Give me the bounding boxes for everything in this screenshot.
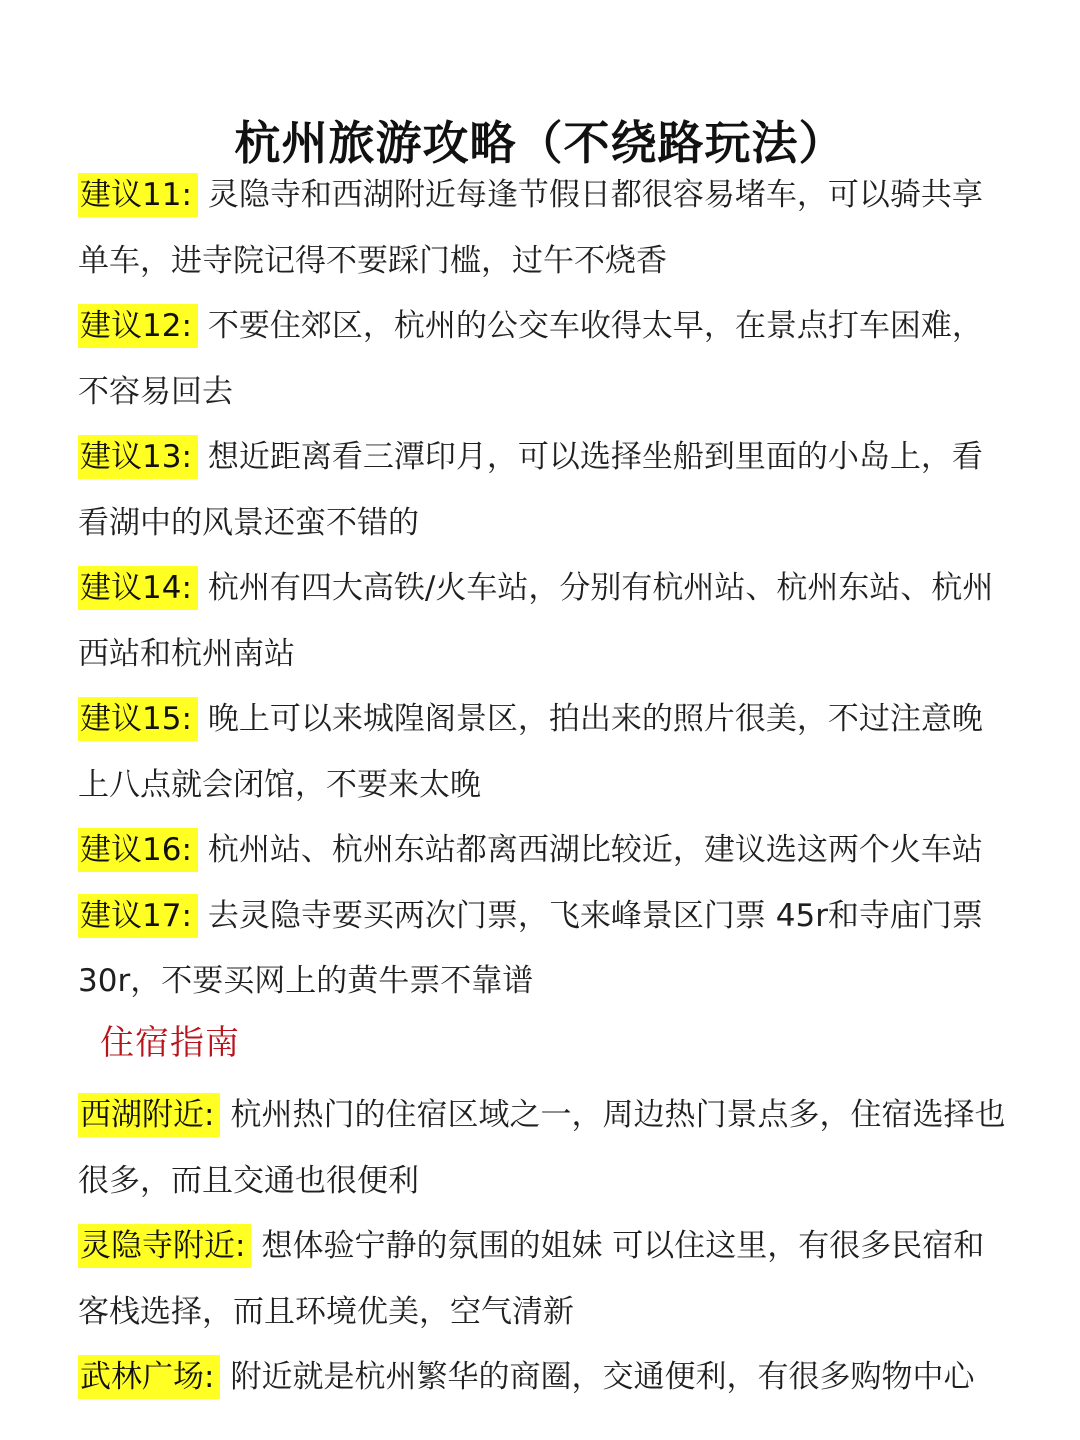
stay-text: 想体验宁静的氛围的姐妹 可以住这里，有很多民宿和客栈选择，而且环境优美，空气清新 (78, 1228, 985, 1330)
stay-label: 武林广场: (78, 1355, 220, 1399)
stay-text: 杭州热门的住宿区域之一，周边热门景点多，住宿选择也很多，而且交通也很便利 (78, 1097, 1006, 1199)
tip-label: 建议11: (78, 173, 198, 217)
tip-text: 想近距离看三潭印月，可以选择坐船到里面的小岛上，看看湖中的风景还蛮不错的 (78, 439, 983, 541)
tip-text: 灵隐寺和西湖附近每逢节假日都很容易堵车，可以骑共享单车，进寺院记得不要踩门槛，过午不烧香 (78, 177, 983, 279)
tip-text: 去灵隐寺要买两次门票，飞来峰景区门票 45r和寺庙门票30r，不要买网上的黄牛票不靠谱 (78, 897, 983, 999)
tip-text: 不要住郊区，杭州的公交车收得太早，在景点打车困难，不容易回去 (78, 308, 983, 410)
tip-item (78, 687, 1013, 818)
tip-label: 建议15: (78, 697, 198, 741)
tip-text: 晚上可以来城隍阁景区，拍出来的照片很美，不过注意晚上八点就会闭馆，不要来太晚 (78, 701, 983, 803)
stay-item (78, 1083, 1013, 1214)
tip-label: 建议13: (78, 435, 198, 479)
page-title: 杭州旅游攻略（不绕路玩法） (234, 115, 846, 170)
stay-label: 灵隐寺附近: (78, 1224, 251, 1268)
tip-label: 建议17: (78, 894, 198, 938)
tip-item (78, 556, 1013, 687)
tip-text: 杭州站、杭州东站都离西湖比较近，建议选这两个火车站 (207, 832, 983, 868)
tip-item (78, 163, 1013, 294)
stay-item (78, 1345, 1013, 1411)
stay-text: 附近就是杭州繁华的商圈，交通便利，有很多购物中心 (230, 1359, 975, 1395)
tip-label: 建议12: (78, 304, 198, 348)
stay-item (78, 1214, 1013, 1345)
tip-item (78, 818, 1013, 884)
tip-label: 建议14: (78, 566, 198, 610)
section-heading-accommodation: 住宿指南 (100, 1023, 240, 1063)
tip-label: 建议16: (78, 828, 198, 872)
tip-text: 杭州有四大高铁/火车站，分别有杭州站、杭州东站、杭州西站和杭州南站 (78, 570, 994, 672)
tip-item (78, 425, 1013, 556)
stay-label: 西湖附近: (78, 1093, 220, 1137)
tip-item (78, 884, 1013, 1015)
accommodation-list (78, 1083, 1013, 1411)
tip-item (78, 294, 1013, 425)
tips-list (78, 163, 1013, 1015)
